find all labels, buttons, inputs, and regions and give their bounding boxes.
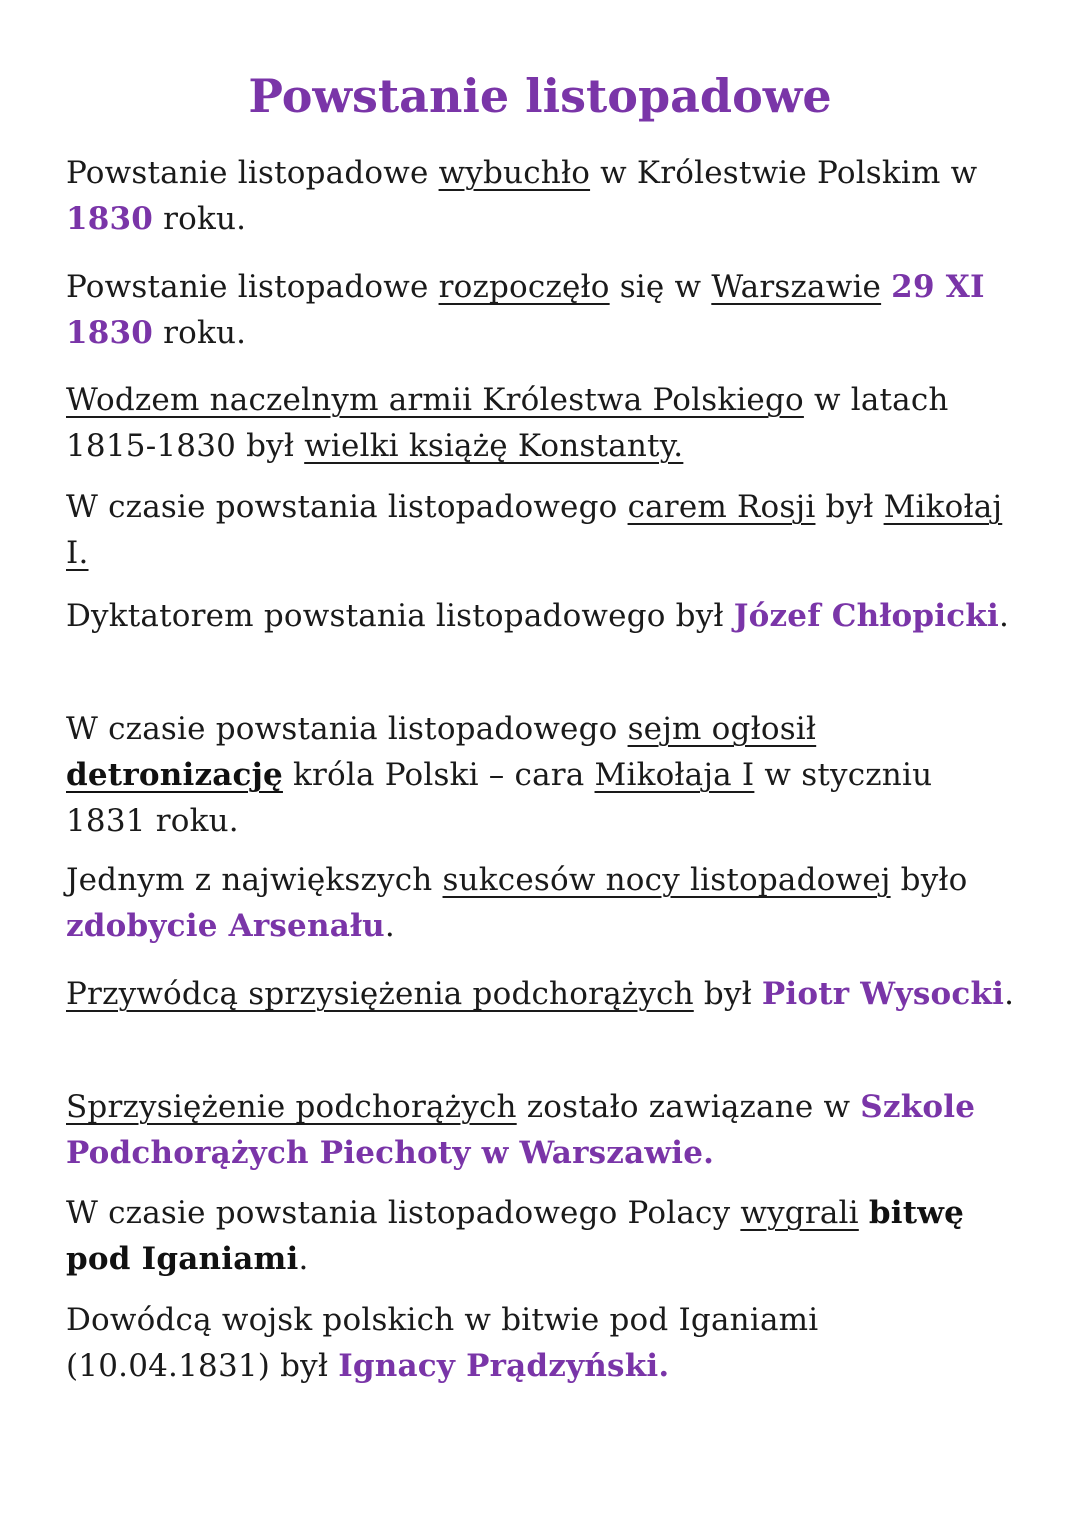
fact-outbreak: Powstanie listopadowe wybuchło w Królestwie Polskim w 1830 roku. (66, 155, 978, 237)
fact-start-date: Powstanie listopadowe rozpoczęło się w Warszawie 29 XI 1830 roku. (66, 269, 985, 351)
fact-arsenal: Jednym z największych sukcesów nocy listopadowej było zdobycie Arsenału. (66, 862, 968, 944)
fact-commander-in-chief: Wodzem naczelnym armii Królestwa Polskiego w latach 1815-1830 był wielki książę Konstanty. (66, 382, 949, 464)
page-title: Powstanie listopadowe (248, 69, 832, 123)
fact-dethronement: W czasie powstania listopadowego sejm ogłosił detronizację króla Polski – cara Mikołaja I w styczniu 1831 roku. (66, 711, 933, 839)
fact-conspiracy-leader: Przywódcą sprzysiężenia podchorążych był Piotr Wysocki. (66, 976, 1015, 1012)
fact-conspiracy-founded: Sprzysiężenie podchorążych zostało zawiązane w Szkole Podchorążych Piechoty w Warszawie. (66, 1089, 976, 1171)
fact-iganie-commander: Dowódcą wojsk polskich w bitwie pod Iganiami (10.04.1831) był Ignacy Prądzyński. (66, 1302, 819, 1384)
fact-battle-iganie: W czasie powstania listopadowego Polacy wygrali bitwę pod Iganiami. (66, 1195, 965, 1277)
fact-dictator: Dyktatorem powstania listopadowego był Józef Chłopicki. (66, 598, 1009, 634)
fact-tsar: W czasie powstania listopadowego carem Rosji był Mikołaj I. (66, 489, 1003, 571)
